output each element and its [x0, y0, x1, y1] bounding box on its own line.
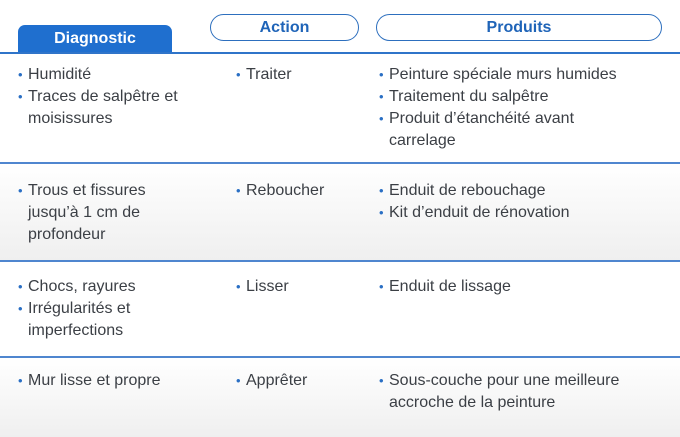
list-item: • Trous et fissures jusqu’à 1 cm de profondeur: [18, 180, 176, 246]
table-row: [0, 64, 680, 162]
list-item: • Traiter: [236, 64, 376, 86]
table-row: [0, 164, 680, 260]
list-item: • Irrégularités et imperfections: [18, 298, 176, 342]
tab-produits-label: Produits: [486, 18, 552, 36]
diagnostic-cell: [18, 276, 208, 342]
list-item: • Traitement du salpêtre: [379, 86, 679, 108]
action-cell: [236, 64, 376, 86]
table-row: [0, 262, 680, 356]
list-item: • Reboucher: [236, 180, 376, 202]
diagnostic-cell: [18, 180, 208, 246]
diagnostic-cell: [18, 64, 208, 130]
produits-cell: [379, 276, 679, 298]
tab-diagnostic[interactable]: [18, 25, 172, 53]
list-item: • Traces de salpêtre et moisissures: [18, 86, 208, 130]
produits-cell: [379, 370, 679, 414]
list-item: • Enduit de lissage: [379, 276, 679, 298]
action-cell: [236, 370, 376, 392]
action-cell: [236, 276, 376, 298]
action-cell: [236, 180, 376, 202]
list-item: • Apprêter: [236, 370, 376, 392]
list-item: • Mur lisse et propre: [18, 370, 208, 392]
tab-action[interactable]: [210, 14, 359, 41]
list-item: • Sous-couche pour une meilleure accroche de la peinture: [379, 370, 669, 414]
list-item: • Chocs, rayures: [18, 276, 208, 298]
table-row: [0, 358, 680, 437]
list-item: • Lisser: [236, 276, 376, 298]
list-item: • Peinture spéciale murs humides: [379, 64, 679, 86]
tab-produits[interactable]: [376, 14, 662, 41]
tab-action-label: Action: [259, 18, 310, 36]
list-item: • Produit d’étanchéité avant carrelage: [379, 108, 629, 152]
header-divider: [0, 52, 680, 54]
list-item: • Enduit de rebouchage: [379, 180, 679, 202]
list-item: • Humidité: [18, 64, 208, 86]
list-item: • Kit d’enduit de rénovation: [379, 202, 679, 224]
produits-cell: [379, 180, 679, 224]
tab-diagnostic-label: Diagnostic: [54, 30, 136, 47]
produits-cell: [379, 64, 679, 152]
diagnostic-cell: [18, 370, 208, 392]
